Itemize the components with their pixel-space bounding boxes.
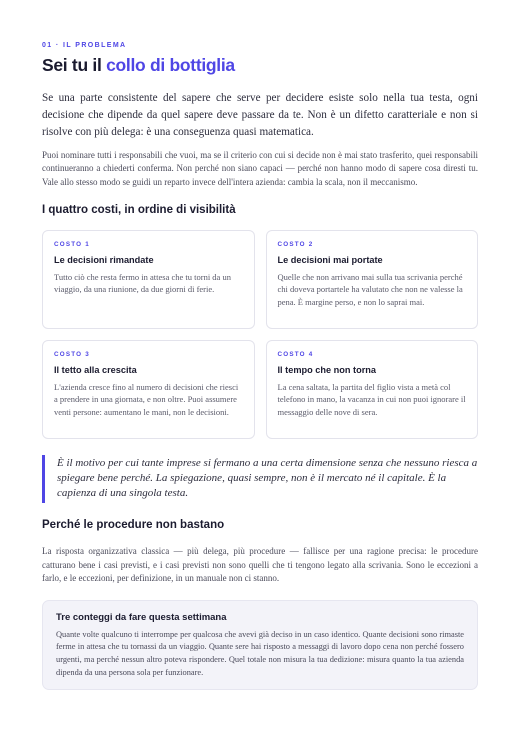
- procedures-body: La risposta organizzativa classica — più delega, più procedure — fallisce per una ragione precisa: le procedure catturano bene i casi previsti, e i casi previsti non sono quelli che ti tengono legato alla scrivania. Sono le eccezioni a farlo, e le eccezioni, per definizione, in un manuale non ci stanno.: [42, 545, 478, 584]
- cost-card-4: [266, 340, 479, 439]
- title-plain: Sei tu il: [42, 55, 107, 75]
- cost-tag: COSTO 2: [277, 240, 314, 248]
- title-accent: collo di bottiglia: [106, 55, 235, 75]
- page-title: [42, 56, 478, 75]
- intro-lead: Se una parte consistente del sapere che serve per decidere esiste solo nella tua testa, ogni decisione che dipende da quel sapere deve passare da te. Non è un difetto caratteriale e non si risolve con più delega: è una conseguenza quasi matematica.: [42, 92, 478, 138]
- cost-tag: COSTO 1: [54, 240, 90, 248]
- section-eyebrow: 01 · IL PROBLEMA: [42, 42, 127, 49]
- cost-card-2: [266, 230, 479, 329]
- pull-quote: È il motivo per cui tante imprese si fermano a una certa dimensione senza che nessuno riesca a spiegare bene perché. La spiegazione, quasi sempre, non è il mercato né il capitale. È la capienza di una singola testa.: [42, 455, 478, 503]
- cost-card-1: [42, 230, 255, 329]
- cost-title: Il tempo che non torna: [277, 364, 377, 375]
- callout-title: Tre conteggi da fare questa settimana: [56, 611, 227, 623]
- cost-title: Le decisioni mai portate: [277, 254, 383, 265]
- cost-description: Tutto ciò che resta fermo in attesa che tu torni da un viaggio, da una riunione, da due giorni di ferie.: [54, 271, 231, 295]
- cost-title: Le decisioni rimandate: [54, 254, 154, 265]
- cost-description: Quelle che non arrivano mai sulla tua scrivania perché chi doveva portartele ha valutato che non ne valesse la pena. È margine perso, e non lo saprai mai.: [277, 271, 463, 308]
- cost-tag: COSTO 3: [54, 350, 90, 358]
- costs-grid: [42, 230, 478, 439]
- cost-description: La cena saltata, la partita del figlio vista a metà col telefono in mano, la vacanza in cui non puoi ignorare il messaggio delle nove di sera.: [277, 381, 466, 418]
- intro-body: Puoi nominare tutti i responsabili che vuoi, ma se il criterio con cui si decide non è mai stato trasferito, quei responsabili continueranno a chiederti conferma. Non perché non siano capaci — perché non hanno modo di sapere cosa diresti tu. Vale allo stesso modo se guidi un reparto invece dell'intera azienda: cambia la scala, non il meccanismo.: [42, 149, 478, 187]
- callout-box: [42, 600, 478, 690]
- cost-description: L'azienda cresce fino al numero di decisioni che riesci a prendere in una giornata, e non oltre. Puoi assumere venti persone: aumentano le mani, non le decisioni.: [54, 381, 239, 418]
- cost-title: Il tetto alla crescita: [54, 364, 137, 375]
- procedures-heading: Perché le procedure non bastano: [42, 518, 225, 531]
- cost-card-3: [42, 340, 255, 439]
- cost-tag: COSTO 4: [277, 350, 314, 358]
- callout-text: Quante volte qualcuno ti interrompe per qualcosa che avevi già deciso in un caso identico. Quante decisioni sono rimaste ferme in attesa che tu tornassi da un viaggio. Quante sere hai risposto a messaggi di lavoro dopo cena non perché fossero urgenti, ma perché nessun altro poteva rispondere. Quel totale non misura la tua dedizione: misura quanto la tua azienda dipenda da una persona sola per funzionare.: [56, 629, 464, 677]
- costs-heading: I quattro costi, in ordine di visibilità: [42, 203, 236, 216]
